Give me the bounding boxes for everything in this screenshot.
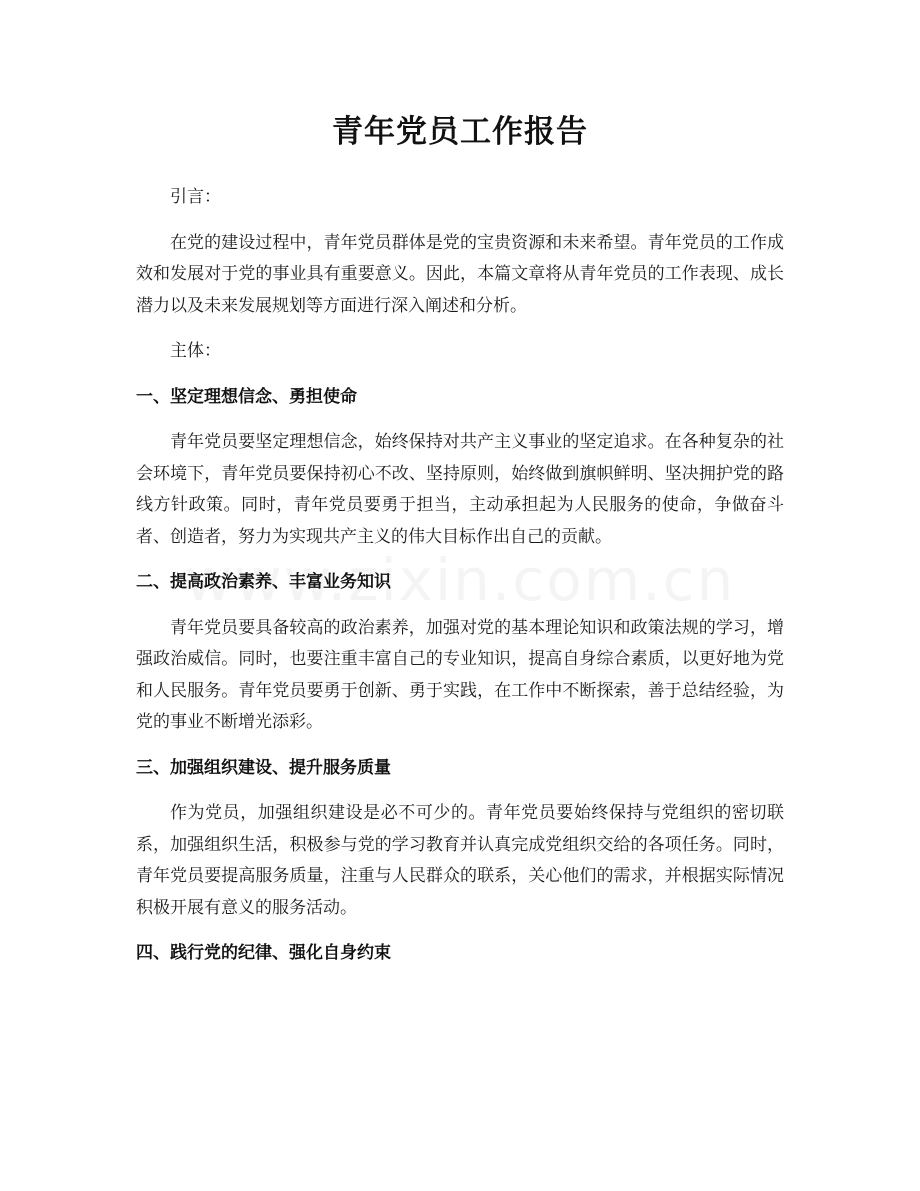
section-heading-3: 三、加强组织建设、提升服务质量 — [136, 757, 391, 778]
section-heading-4: 四、践行党的纪律、强化自身约束 — [136, 943, 391, 963]
section-paragraph-3: 作为党员，加强组织建设是必不可少的。青年党员要始终保持与党组织的密切联系，加强组织生活，积极参与党的学习教育并认真完成党组织交给的各项任务。同时，青年党员要提高服务质量，注重与人民群众的联系，关心他们的需求，并根据实际情况积极开展有意义的服务活动。 — [136, 803, 784, 918]
intro-label: 引言： — [170, 187, 221, 207]
section-paragraph-2: 青年党员要具备较高的政治素养，加强对党的基本理论知识和政策法规的学习，增强政治威信。同时，也要注重丰富自己的专业知识，提高自身综合素质，以更好地为党和人民服务。青年党员要勇于创新、勇于实践，在工作中不断探索，善于总结经验，为党的事业不断增光添彩。 — [136, 617, 784, 732]
document-body — [136, 182, 784, 984]
page-title: 青年党员工作报告 — [332, 114, 588, 150]
section-heading-2: 二、提高政治素养、丰富业务知识 — [136, 572, 391, 592]
body-label: 主体： — [170, 341, 221, 361]
intro-paragraph: 在党的建设过程中，青年党员群体是党的宝贵资源和未来希望。青年党员的工作成效和发展对于党的事业具有重要意义。因此，本篇文章将从青年党员的工作表现、成长潜力以及未来发展规划等方面进行深入阐述和分析。 — [136, 232, 784, 316]
section-heading-1: 一、坚定理想信念、勇担使命 — [136, 386, 357, 407]
section-paragraph-1: 青年党员要坚定理想信念，始终保持对共产主义事业的坚定追求。在各种复杂的社会环境下，青年党员要保持初心不改、坚持原则，始终做到旗帜鲜明、坚决拥护党的路线方针政策。同时，青年党员要勇于担当，主动承担起为人民服务的使命，争做奋斗者、创造者，努力为实现共产主义的伟大目标作出自己的贡献。 — [136, 432, 784, 547]
